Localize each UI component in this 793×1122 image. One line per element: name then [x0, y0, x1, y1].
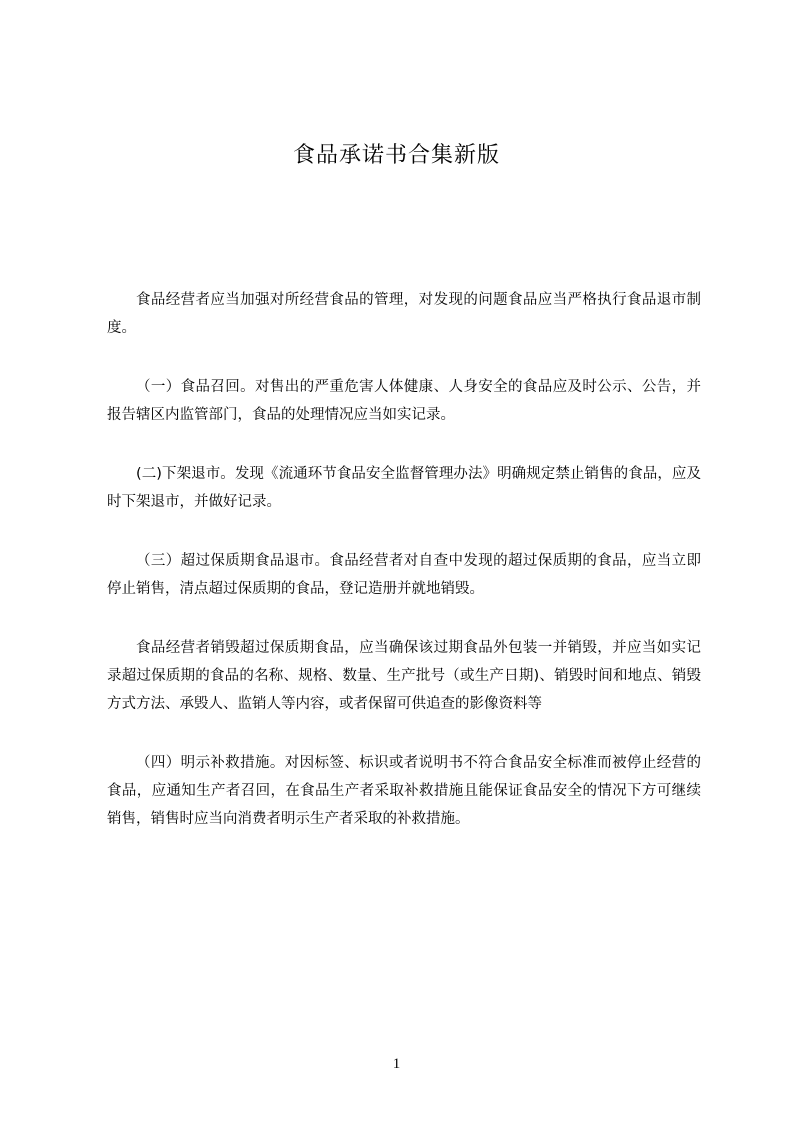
paragraph-food-recall: （一）食品召回。对售出的严重危害人体健康、人身安全的食品应及时公示、公告，并报告辖区内监管部门，食品的处理情况应当如实记录。 — [107, 379, 701, 423]
paragraph-destruction-record: 食品经营者销毁超过保质期食品，应当确保该过期食品外包装一并销毁，并应当如实记录超过保质期的食品的名称、规格、数量、生产批号（或生产日期)、销毁时间和地点、销毁方式方法、承毁人、监销人等内容，或者保留可供追查的影像资料等 — [107, 640, 701, 712]
document-title: 食品承诺书合集新版 — [292, 143, 500, 168]
paragraph-intro: 食品经营者应当加强对所经营食品的管理，对发现的问题食品应当严格执行食品退市制度。 — [107, 292, 701, 336]
page-number: 1 — [392, 1056, 401, 1072]
document-body — [107, 286, 701, 864]
paragraph-expired-food: （三）超过保质期食品退市。食品经营者对自查中发现的超过保质期的食品，应当立即停止销售，清点超过保质期的食品，登记造册并就地销毁。 — [107, 553, 701, 597]
paragraph-remedial-measures: （四）明示补救措施。对因标签、标识或者说明书不符合食品安全标准而被停止经营的食品，应通知生产者召回，在食品生产者采取补救措施且能保证食品安全的情况下方可继续销售，销售时应当向消费者明示生产者采取的补救措施。 — [107, 755, 701, 827]
paragraph-delisting: (二)下架退市。发现《流通环节食品安全监督管理办法》明确规定禁止销售的食品，应及时下架退市，并做好记录。 — [107, 466, 701, 510]
